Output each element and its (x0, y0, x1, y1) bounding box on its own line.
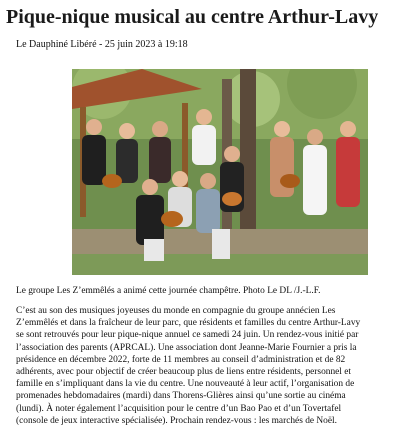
body-line: adhérents, avec pour objectif de créer beaucoup plus de liens entre résidents, personnel et (16, 367, 352, 378)
group-of-musicians-photo (72, 69, 368, 275)
body-line: l’association des parents (APRCAL). Une association dont Jeanne-Marie Fournier a pris la (16, 342, 357, 353)
article-body (16, 305, 394, 427)
body-line: famille en s’impliquant dans la vie du centre. Une nouveauté à leur actif, l’organisation de (16, 379, 355, 390)
body-line: (console de jeux interactive spécialisée). Prochain rendez-vous : les marchés de Noël. (16, 415, 337, 426)
article-byline: Le Dauphiné Libéré - 25 juin 2023 à 19:18 (16, 39, 188, 50)
photo-caption: Le groupe Les Z’emmêlés a animé cette journée champêtre. Photo Le DL /J.-L.F. (16, 286, 321, 296)
body-line: C’est au son des musiques joyeuses du monde en compagnie du groupe annécien Les (16, 306, 336, 316)
body-line: (lundi). À noter également l’acquisition pour le centre d’un Bao Pao et d’un Tovertafel (16, 403, 342, 414)
body-line: Z’emmêlés et dans la fraîcheur de leur parc, que résidents et familles du centre Arthur-Lavy (16, 318, 361, 329)
body-line: promenades hebdomadaires (mardi) dans Thorens-Glières ainsi qu’une sortie au cinéma (16, 391, 346, 402)
body-line: se sont retrouvés pour leur pique-nique annuel ce samedi 24 juin. Un rendez-vous initié par (16, 330, 359, 341)
body-line: présidence en décembre 2022, forte de 11 membres au conseil d’administration et de 82 (16, 354, 346, 365)
article-title: Pique-nique musical au centre Arthur-Lavy (6, 6, 379, 28)
